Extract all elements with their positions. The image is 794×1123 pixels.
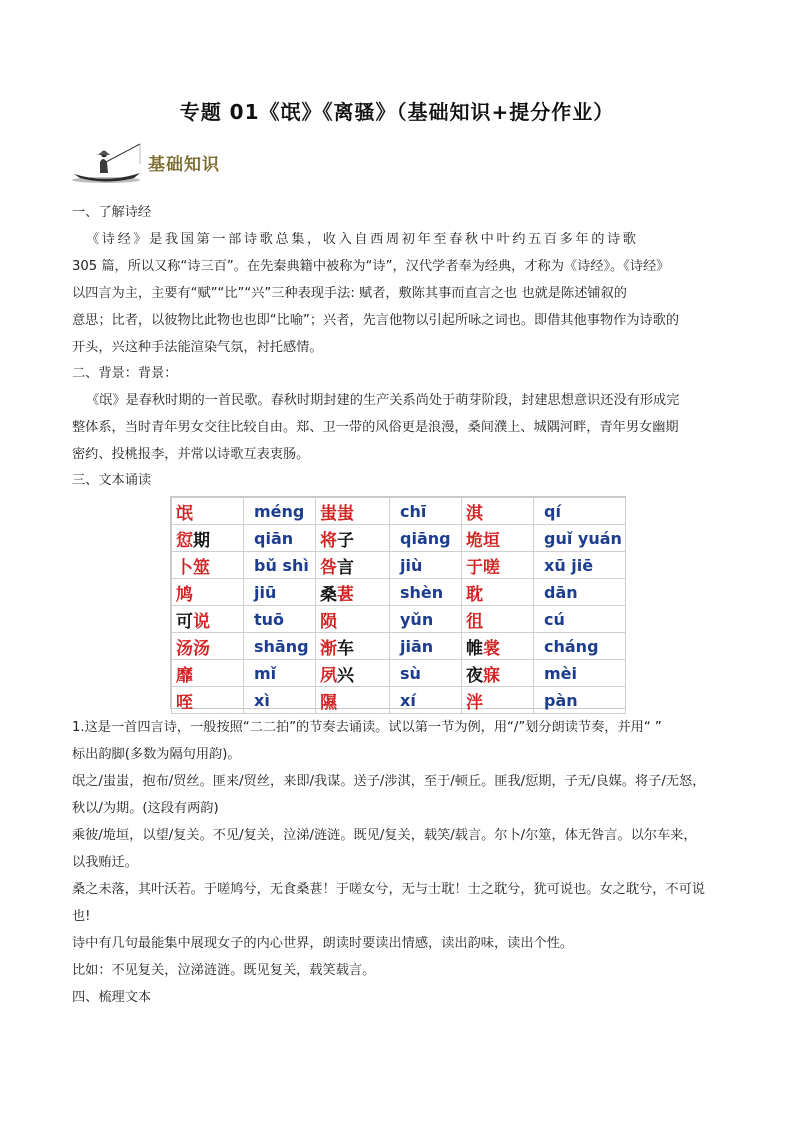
hanzi-cell [172,606,244,633]
hanzi-cell [462,687,534,714]
pinyin-text: jiù [400,555,423,575]
hanzi-target: 将 [320,530,337,551]
hanzi-cell [316,687,390,714]
hanzi-cell [462,633,534,660]
pinyin-cell [534,660,626,687]
pinyin-cell [244,552,316,579]
hanzi-cell [316,606,390,633]
paragraph-line: 《氓》是春秋时期的一首民歌。春秋时期封建的生产关系尚处于萌芽阶段，封建思想意识还没有形成完 [86,393,680,408]
pinyin-cell [244,498,316,525]
pinyin-cell [534,606,626,633]
pinyin-cell [390,498,462,525]
pinyin-cell [534,498,626,525]
hanzi-target: 咎 [320,557,337,578]
paragraph-line: 比如：不见复关，泣涕涟涟。既见复关，载笑载言。 [72,963,376,978]
pinyin-text: sù [400,663,421,683]
table-row [172,633,626,660]
pinyin-text: xí [400,690,416,710]
pinyin-text: jiān [400,636,434,656]
pinyin-cell [534,579,626,606]
hanzi-context: 桑 [320,584,337,605]
paragraph-line: 也! [72,909,91,924]
hanzi-cell [316,552,390,579]
hanzi-target: 耽 [466,584,483,605]
table-row [172,552,626,579]
hanzi-target: 蚩蚩 [320,503,354,524]
pinyin-text: pàn [544,690,578,710]
table-row [172,660,626,687]
paragraph-line: 秋以/为期。(这段有两韵) [72,801,219,816]
pinyin-cell [534,552,626,579]
section-heading: 三、文本诵读 [72,473,152,488]
hanzi-context: 期 [193,530,210,551]
pinyin-cell [244,525,316,552]
pinyin-cell [390,660,462,687]
hanzi-context: 可 [176,611,193,632]
pinyin-cell [534,687,626,714]
pinyin-cell [534,525,626,552]
hanzi-cell [462,498,534,525]
paragraph-line: 标出韵脚(多数为隔句用韵)。 [72,747,241,762]
pinyin-cell [244,606,316,633]
pinyin-text: guǐ yuán [544,528,622,548]
hanzi-target: 于嗟 [466,557,500,578]
table-row [172,687,626,714]
hanzi-target: 陨 [320,611,337,632]
paragraph-line: 305 篇，所以又称“诗三百”。在先秦典籍中被称为“诗”，汉代学者奉为经典，才称为《诗经》。《诗经》 [72,259,670,274]
hanzi-target: 鸠 [176,584,193,605]
section-recite-text [72,714,732,1011]
paragraph-line: 意思；比者，以彼物比此物也也即“比喻”；兴者，先言他物以引起所咏之词也。即借其他事物作为诗歌的 [72,313,680,328]
pinyin-text: bǔ shì [254,555,309,575]
pinyin-cell [244,633,316,660]
table-row [172,606,626,633]
hanzi-target: 隰 [320,692,337,713]
hanzi-cell [462,606,534,633]
paragraph-line: 桑之未落，其叶沃若。于嗟鸠兮，无食桑葚！于嗟女兮，无与士耽！士之耽兮，犹可说也。女之耽兮，不可说 [72,882,705,897]
hanzi-cell [172,579,244,606]
table-row [172,525,626,552]
paragraph-line: 《诗经》是我国第一部诗歌总集，收入自西周初年至春秋中叶约五百多年的诗歌 [86,232,639,247]
hanzi-cell [316,579,390,606]
paragraph-line: 诗中有几句最能集中展现女子的内心世界，朗读时要读出情感，读出韵味，读出个性。 [72,936,574,951]
pinyin-text: shèn [400,582,444,602]
hanzi-target: 渐 [320,638,337,659]
pinyin-text: qiāng [400,528,451,548]
hanzi-cell [316,525,390,552]
pinyin-cell [390,579,462,606]
hanzi-cell [462,660,534,687]
banner-title: 基础知识 [148,155,220,175]
hanzi-target: 咥 [176,692,193,713]
hanzi-cell [462,525,534,552]
hanzi-target: 夙 [320,665,337,686]
hanzi-target: 泮 [466,692,483,713]
paragraph-line: 密约、投桃报李，并常以诗歌互表衷肠。 [72,447,310,462]
paragraph-line: 开头，兴这种手法能渲染气氛，衬托感情。 [72,340,323,355]
pinyin-text: qí [544,501,561,521]
paragraph-line: 氓之/蚩蚩，抱布/贸丝。匪来/贸丝，来即/我谋。送子/涉淇，至于/顿丘。匪我/愆期，子无/良媒。将子/无怒， [72,774,706,789]
pinyin-cell [390,552,462,579]
pinyin-text: cháng [544,636,599,656]
pinyin-cell [390,525,462,552]
paragraph-line: 1.这是一首四言诗，一般按照“二二拍”的节奏去诵读。试以第一节为例，用“/”划分朗读节奏，并用“ ” [72,720,662,735]
fisherman-boat-icon [70,140,146,188]
hanzi-cell [172,687,244,714]
hanzi-target: 葚 [337,584,354,605]
hanzi-cell [462,579,534,606]
pinyin-table [170,496,626,713]
pinyin-text: xū jiē [544,555,594,575]
table-row [172,579,626,606]
pinyin-text: yǔn [400,609,434,629]
pinyin-cell [534,633,626,660]
table-row [172,498,626,525]
hanzi-cell [172,525,244,552]
hanzi-cell [316,633,390,660]
hanzi-cell [172,498,244,525]
section-banner [70,140,290,190]
pinyin-cell [244,579,316,606]
pinyin-text: dān [544,582,578,602]
pinyin-text: xì [254,690,270,710]
section-understand-shijing [72,199,732,361]
section-heading: 二、背景：背景： [72,366,178,381]
section-heading-recite [72,467,732,494]
paragraph-line: 乘彼/垝垣，以望/复关。不见/复关，泣涕/涟涟。既见/复关，载笑/载言。尔卜/尔筮，体无咎言。以尔车来， [72,828,697,843]
paragraph-line: 以四言为主，主要有“赋”“比”“兴”三种表现手法: 赋者，敷陈其事而直言之也 也就是陈述铺叙的 [72,286,627,301]
pinyin-text: cú [544,609,565,629]
paragraph-line: 整体系，当时青年男女交往比较自由。郑、卫一带的风俗更是浪漫，桑间濮上、城隅河畔，青年男女幽期 [72,420,679,435]
hanzi-target: 愆 [176,530,193,551]
hanzi-target: 氓 [176,503,193,524]
hanzi-target: 卜筮 [176,557,210,578]
hanzi-context: 子 [337,530,354,551]
hanzi-cell [172,633,244,660]
hanzi-cell [316,660,390,687]
pinyin-text: mèi [544,663,578,683]
hanzi-cell [172,660,244,687]
pinyin-cell [390,606,462,633]
page-title: 专题 01《氓》《离骚》（基础知识+提分作业） [179,100,615,124]
hanzi-target: 裳 [483,638,500,659]
hanzi-cell [172,552,244,579]
hanzi-context: 兴 [337,665,354,686]
pinyin-cell [244,660,316,687]
hanzi-cell [316,498,390,525]
hanzi-target: 寐 [483,665,500,686]
pinyin-cell [390,633,462,660]
hanzi-target: 说 [193,611,210,632]
hanzi-target: 淇 [466,503,483,524]
section-background [72,360,732,468]
hanzi-target: 垝垣 [466,530,500,551]
pinyin-cell [390,687,462,714]
pinyin-text: shāng [254,636,309,656]
hanzi-context: 夜 [466,665,483,686]
section-heading: 四、梳理文本 [72,990,152,1005]
paragraph-line: 以我贿迁。 [72,855,138,870]
hanzi-context: 车 [337,638,354,659]
hanzi-target: 汤汤 [176,638,210,659]
pinyin-text: mǐ [254,663,277,683]
hanzi-target: 靡 [176,665,193,686]
hanzi-context: 言 [337,557,354,578]
pinyin-text: qiān [254,528,294,548]
hanzi-cell [462,552,534,579]
pinyin-text: méng [254,501,305,521]
pinyin-text: tuō [254,609,285,629]
pinyin-text: chī [400,501,427,521]
pinyin-cell [244,687,316,714]
pinyin-text: jiū [254,582,277,602]
section-heading: 一、了解诗经 [72,205,152,220]
hanzi-context: 帷 [466,638,483,659]
hanzi-target: 徂 [466,611,483,632]
